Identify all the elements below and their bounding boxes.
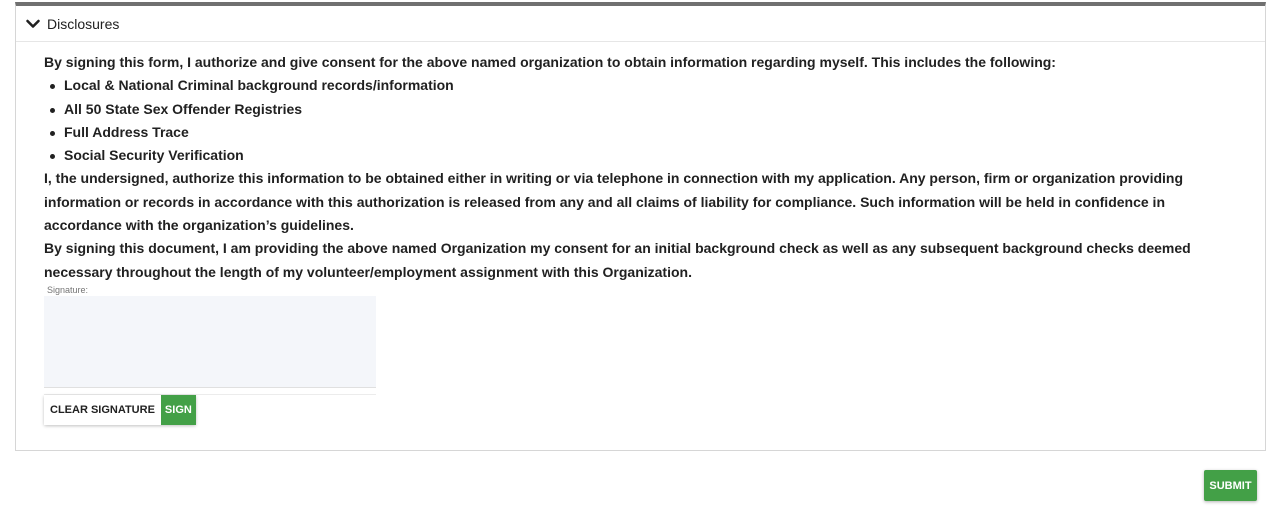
list-item: Full Address Trace <box>48 121 1244 144</box>
sign-button[interactable]: SIGN <box>161 395 196 425</box>
signature-divider <box>44 388 376 395</box>
disclosures-header[interactable] <box>16 6 1265 42</box>
disclosure-paragraph-authorization: I, the undersigned, authorize this information to be obtained either in writing or via telephone in connection with my application. Any person, firm or organization providing information or records in accordance with this authorization is released from any and all claims of liability for compliance. Such information will be held in confidence in accordance with the organization’s guidelines. <box>44 170 1183 234</box>
submit-button[interactable]: SUBMIT <box>1204 470 1257 501</box>
disclosure-list <box>44 74 1244 167</box>
disclosure-intro: By signing this form, I authorize and give consent for the above named organization to obtain information regarding myself. This includes the following: <box>44 54 1056 70</box>
chevron-down-icon[interactable] <box>25 16 41 32</box>
signature-pad[interactable] <box>44 296 376 388</box>
signature-label: Signature: <box>47 284 89 295</box>
list-item: All 50 State Sex Offender Registries <box>48 98 1244 121</box>
list-item: Social Security Verification <box>48 144 1244 167</box>
panel-body <box>16 42 1265 425</box>
signature-button-group <box>44 395 196 425</box>
list-item: Local & National Criminal background records/information <box>48 74 1244 97</box>
disclosures-panel <box>15 2 1266 451</box>
disclosure-text <box>44 51 1244 284</box>
disclosure-paragraph-consent: By signing this document, I am providing the above named Organization my consent for an initial background check as well as any subsequent background checks deemed necessary throughout the length of my volunteer/employment assignment with this Organization. <box>44 240 1191 280</box>
clear-signature-button[interactable]: CLEAR SIGNATURE <box>44 395 161 425</box>
panel-title: Disclosures <box>47 15 120 32</box>
